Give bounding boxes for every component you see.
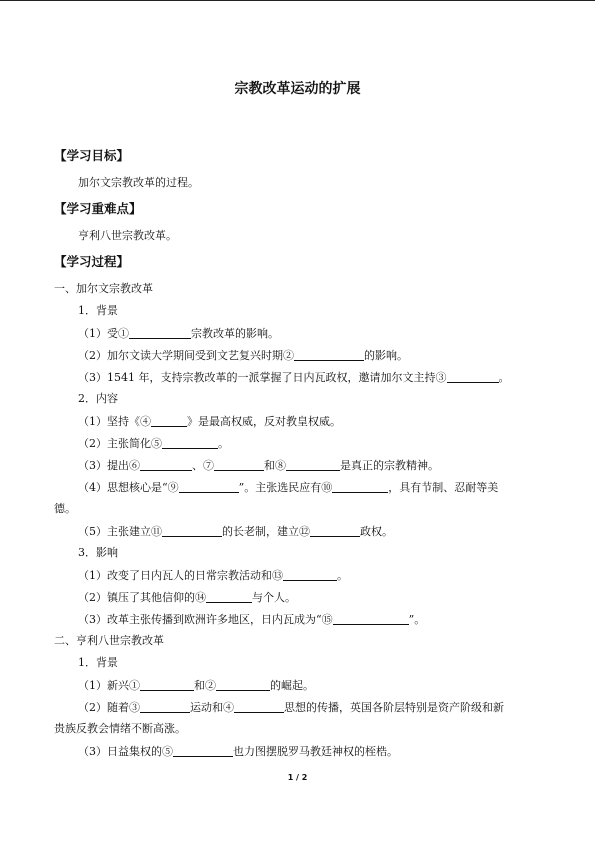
heading-key-points: 【学习重难点】 [54,201,142,216]
page-number: 1 / 2 [287,773,308,782]
s1-background-heading: 1．背景 [78,304,118,317]
s1-content-item-1: （1）坚持《④ 》是最高权威，反对教皇权威。 [78,415,341,428]
blank-10[interactable] [332,480,388,493]
blank-1[interactable] [129,326,191,339]
section-1-title: 一、加尔文宗教改革 [54,282,153,295]
blank-7[interactable] [214,458,264,471]
top-rule [0,0,595,1]
blank-4[interactable] [151,414,187,427]
s2-blank-3[interactable] [140,700,190,713]
s1-content-item-4-cont: 德。 [54,502,76,515]
s2-background-heading: 1．背景 [78,656,118,669]
s1-impact-item-3: （3）改革主张传播到欧洲许多地区，日内瓦成为“⑮ ”。 [78,613,426,626]
s2-bg-item-3: （3）日益集权的⑤ 也力图摆脱罗马教廷神权的桎梏。 [78,745,398,758]
s1-content-item-2: （2）主张简化⑤ 。 [78,437,229,450]
s2-blank-1[interactable] [140,678,194,691]
section-2-title: 二、亨利八世宗教改革 [54,634,164,647]
s1-bg-item-2: （2）加尔文读大学期间受到文艺复兴时期② 的影响。 [78,349,408,362]
blank-13[interactable] [283,568,337,581]
blank-11[interactable] [162,524,222,537]
s2-bg-item-1: （1）新兴① 和② 的崛起。 [78,679,314,692]
blank-8[interactable] [286,458,340,471]
blank-15[interactable] [333,612,409,625]
s1-bg-item-3: （3）1541 年，支持宗教改革的一派掌握了日内瓦政权，邀请加尔文主持③ 。 [78,371,510,384]
key-text: 亨利八世宗教改革。 [78,229,177,242]
s1-content-item-3: （3）提出⑥ 、⑦ 和⑧ 是真正的宗教精神。 [78,459,439,472]
blank-5[interactable] [162,436,218,449]
s1-impact-item-2: （2）镇压了其他信仰的⑭ 与个人。 [78,591,296,604]
s1-content-item-5: （5）主张建立⑪ 的长老制，建立⑫ 政权。 [78,525,393,538]
blank-3[interactable] [447,370,499,383]
s1-impact-item-1: （1）改变了日内瓦人的日常宗教活动和⑬ 。 [78,569,348,582]
s2-blank-2[interactable] [216,678,270,691]
s1-impact-heading: 3．影响 [78,546,118,559]
blank-9[interactable] [179,480,239,493]
blank-2[interactable] [294,348,364,361]
s2-bg-item-2: （2）随着③ 运动和④ 思想的传播，英国各阶层特别是资产阶级和新 [78,701,504,714]
page-title: 宗教改革运动的扩展 [234,81,361,97]
s2-blank-5[interactable] [173,744,233,757]
s1-content-item-4: （4）思想核心是“⑨ ”。主张选民应有⑩ ，具有节制、忍耐等美 [78,481,499,494]
blank-12[interactable] [310,524,360,537]
blank-6[interactable] [140,458,192,471]
goal-text: 加尔文宗教改革的过程。 [78,176,199,189]
s1-bg-item-1: （1）受① 宗教改革的影响。 [78,327,279,340]
s2-bg-item-2-cont: 贵族反教会情绪不断高涨。 [54,722,186,735]
s1-content-heading: 2．内容 [78,392,118,405]
s2-blank-4[interactable] [234,700,284,713]
heading-learning-goal: 【学习目标】 [54,148,130,163]
blank-14[interactable] [206,590,252,603]
heading-learning-process: 【学习过程】 [54,254,130,269]
